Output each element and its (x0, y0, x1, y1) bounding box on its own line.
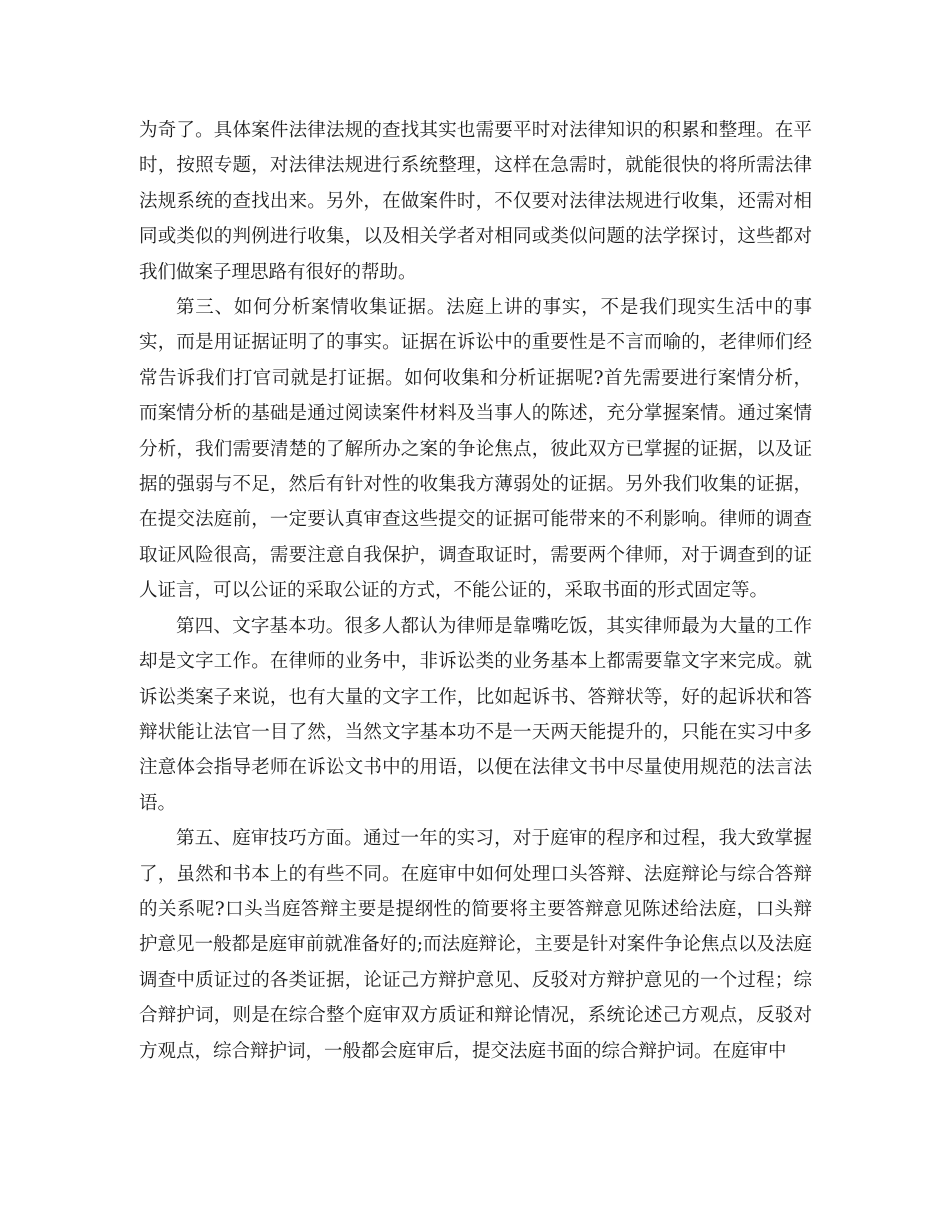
paragraph-4: 第五、庭审技巧方面。通过一年的实习，对于庭审的程序和过程，我大致掌握了，虽然和书本上的有些不同。在庭审中如何处理口头答辩、法庭辩论与综合答辩的关系呢?口头当庭答辩主要是提纲性的简要将主要答辩意见陈述给法庭，口头辩护意见一般都是庭审前就准备好的;而法庭辩论，主要是针对案件争论焦点以及法庭调查中质证过的各类证据，论证己方辩护意见、反驳对方辩护意见的一个过程；综合辩护词，则是在综合整个庭审双方质证和辩论情况，系统论述己方观点，反驳对方观点，综合辩护词，一般都会庭审后，提交法庭书面的综合辩护词。在庭审中 (139, 828, 812, 1062)
paragraph-3: 第四、文字基本功。很多人都认为律师是靠嘴吃饭，其实律师最为大量的工作却是文字工作。在律师的业务中，非诉讼类的业务基本上都需要靠文字来完成。就诉讼类案子来说，也有大量的文字工作，比如起诉书、答辩状等，好的起诉状和答辩状能让法官一目了然，当然文字基本功不是一天两天能提升的，只能在实习中多注意体会指导老师在诉讼文书中的用语，以便在法律文书中尽量使用规范的法言法语。 (139, 615, 812, 814)
paragraph-2: 第三、如何分析案情收集证据。法庭上讲的事实，不是我们现实生活中的事实，而是用证据证明了的事实。证据在诉讼中的重要性是不言而喻的，老律师们经常告诉我们打官司就是打证据。如何收集和分析证据呢?首先需要进行案情分析，而案情分析的基础是通过阅读案件材料及当事人的陈述，充分掌握案情。通过案情分析，我们需要清楚的了解所办之案的争论焦点，彼此双方已掌握的证据，以及证据的强弱与不足，然后有针对性的收集我方薄弱处的证据。另外我们收集的证据，在提交法庭前，一定要认真审查这些提交的证据可能带来的不利影响。律师的调查取证风险很高，需要注意自我保护，调查取证时，需要两个律师，对于调查到的证人证言，可以公证的采取公证的方式，不能公证的，采取书面的形式固定等。 (139, 297, 812, 602)
document-body (139, 113, 812, 1069)
paragraph-1: 为奇了。具体案件法律法规的查找其实也需要平时对法律知识的积累和整理。在平时，按照专题，对法律法规进行系统整理，这样在急需时，就能很快的将所需法律法规系统的查找出来。另外，在做案件时，不仅要对法律法规进行收集，还需对相同或类似的判例进行收集，以及相关学者对相同或类似问题的法学探讨，这些都对我们做案子理思路有很好的帮助。 (139, 120, 812, 283)
